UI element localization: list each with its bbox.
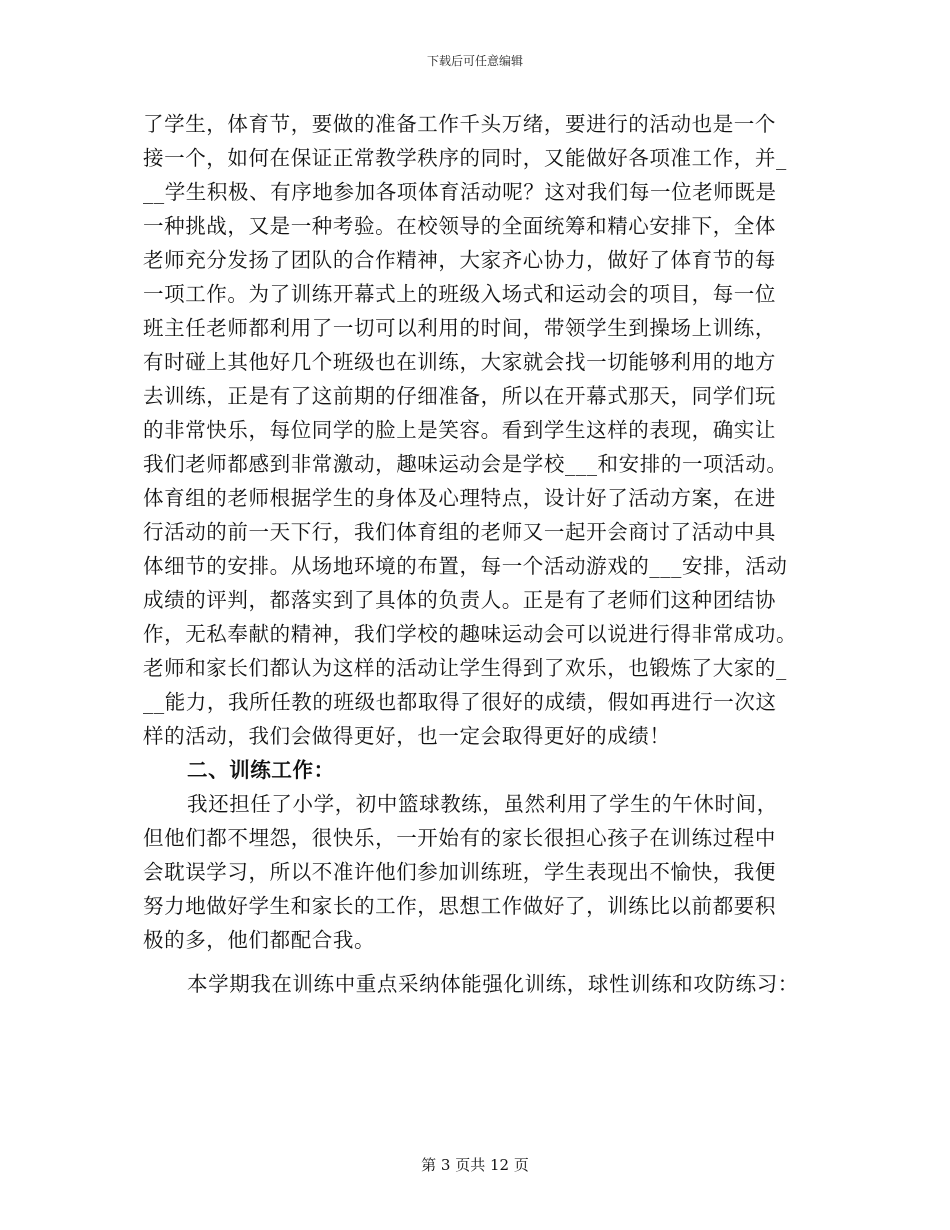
body-line: 会耽误学习，所以不准许他们参加训练班，学生表现出不愉快，我便	[143, 860, 776, 884]
body-line: 一种挑战，又是一种考验。在校领导的全面统筹和精心安排下，全体	[143, 214, 776, 238]
body-line: 接一个，如何在保证正常教学秩序的同时，又能做好各项准工作，并_	[143, 146, 787, 170]
body-line: 作，无私奉献的精神，我们学校的趣味运动会可以说进行得非常成功。	[143, 622, 798, 646]
body-line: 成绩的评判，都落实到了具体的负责人。正是有了老师们这种团结协	[143, 588, 776, 612]
body-line: 有时碰上其他好几个班级也在训练，大家就会找一切能够利用的地方	[143, 350, 776, 374]
body-line: 样的活动，我们会做得更好，也一定会取得更好的成绩！	[143, 724, 671, 748]
body-line: __学生积极、有序地参加各项体育活动呢？这对我们每一位老师既是	[143, 180, 777, 204]
body-line: 班主任老师都利用了一切可以利用的时间，带领学生到操场上训练，	[143, 316, 776, 340]
body-line: __能力，我所任教的班级也都取得了很好的成绩，假如再进行一次这	[143, 690, 777, 714]
document-body	[143, 107, 823, 1001]
body-line: 体育组的老师根据学生的身体及心理特点，设计好了活动方案，在进	[143, 486, 776, 510]
body-line: 去训练，正是有了这前期的仔细准备，所以在开幕式那天，同学们玩	[143, 384, 776, 408]
page-header: 下载后可任意编辑	[426, 54, 523, 68]
section-heading: 二、训练工作：	[187, 758, 335, 782]
body-line: 我们老师都感到非常激动，趣味运动会是学校___和安排的一项活动。	[143, 452, 788, 476]
body-line: 努力地做好学生和家长的工作，思想工作做好了，训练比以前都要积	[143, 894, 776, 918]
body-line: 行活动的前一天下行，我们体育组的老师又一起开会商讨了活动中具	[143, 520, 776, 544]
body-line: 一项工作。为了训练开幕式上的班级入场式和运动会的项目，每一位	[143, 282, 776, 306]
body-line: 体细节的安排。从场地环境的布置，每一个活动游戏的___安排，活动	[143, 554, 788, 578]
body-line: 但他们都不埋怨，很快乐，一开始有的家长很担心孩子在训练过程中	[143, 826, 776, 850]
body-line: 老师和家长们都认为这样的活动让学生得到了欢乐，也锻炼了大家的_	[143, 656, 787, 680]
page-footer: 第 3 页共 12 页	[421, 1156, 529, 1174]
body-line: 本学期我在训练中重点采纳体能强化训练，球性训练和攻防练习：	[187, 972, 799, 996]
body-line: 我还担任了小学，初中篮球教练，虽然利用了学生的午休时间，	[187, 792, 778, 816]
body-line: 了学生，体育节，要做的准备工作千头万绪，要进行的活动也是一个	[143, 112, 776, 136]
body-line: 的非常快乐，每位同学的脸上是笑容。看到学生这样的表现，确实让	[143, 418, 776, 442]
body-line: 老师充分发扬了团队的合作精神，大家齐心协力，做好了体育节的每	[143, 248, 776, 272]
body-line: 极的多，他们都配合我。	[143, 928, 376, 952]
